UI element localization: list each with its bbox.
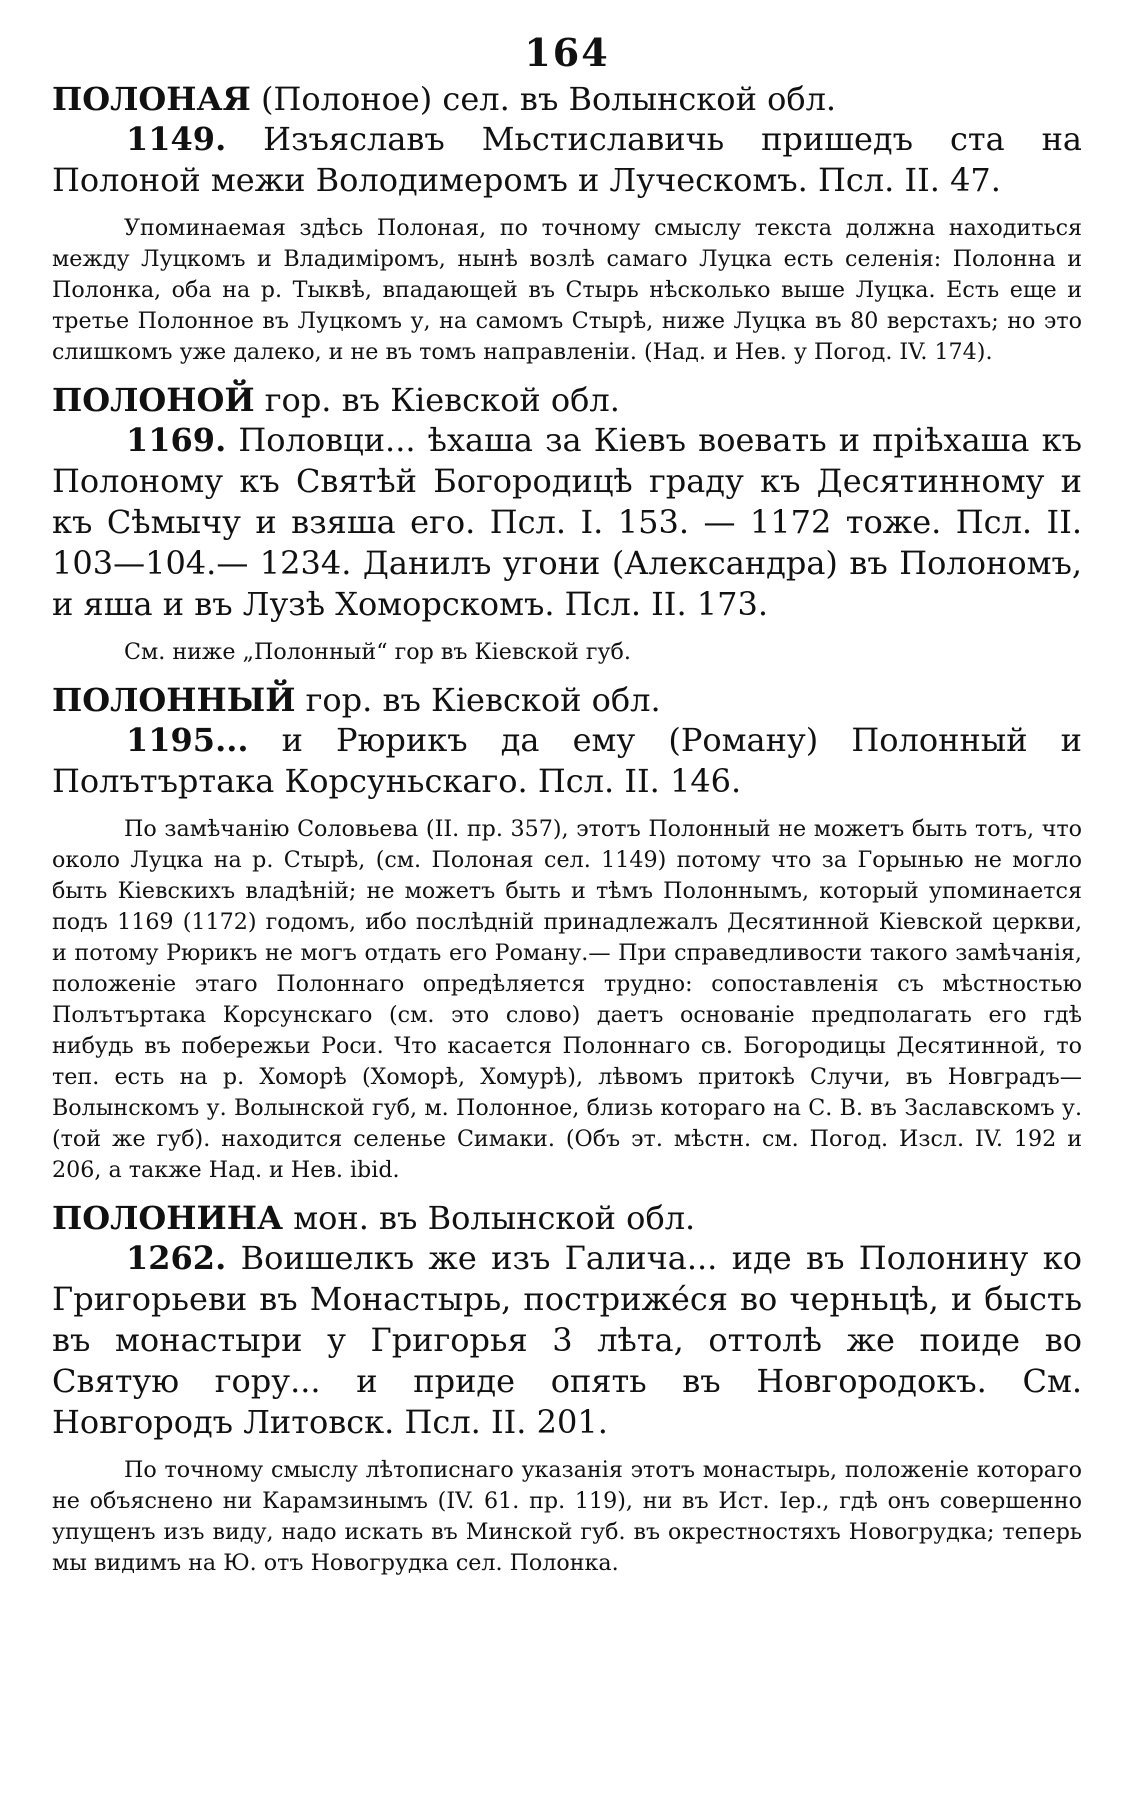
entry-heading bbox=[52, 1198, 1082, 1238]
commentary-note: По точному смыслу лѣтописнаго указанія этотъ монастырь, положеніе котораго не объяснено ни Карамзинымъ (IV. 61. пр. 119), ни въ Ист. Іер., гдѣ онъ совершенно упущенъ изъ виду, надо искать въ Минской губ. въ окрестностяхъ Новогрудка; теперь мы видимъ на Ю. отъ Новогрудка сел. Полонка. bbox=[52, 1457, 1082, 1576]
headword: ПОЛОНОЙ bbox=[52, 381, 255, 419]
entry-polonny bbox=[52, 680, 1082, 1186]
quote-text: Половци... ѣхаша за Кіевъ воевать и пріѣхаша къ Полоному къ Святѣй Богородицѣ граду къ Десятинному и къ Сѣмычу и взяша его. Псл. I. 153. — 1172 тоже. Псл. II. 103—104.— 1234. Данилъ угони (Александра) въ Полономъ, и яша и въ Лузѣ Хоморскомъ. Псл. II. 173. bbox=[52, 421, 1083, 623]
commentary-note: По замѣчанію Соловьева (II. пр. 357), этотъ Полонный не можетъ быть тотъ, что около Луцка на р. Стырѣ, (см. Полоная сел. 1149) потому что за Горынью не могло быть Кіевскихъ владѣній; не можетъ быть и тѣмъ Полоннымъ, который упоминается подъ 1169 (1172) годомъ, ибо послѣдній принадлежалъ Десятинной Кіевской церкви, и потому Рюрикъ не могъ отдать его Роману.— При справедливости такого замѣчанія, положеніе этаго Полоннаго опредѣляется трудно: сопоставленія съ мѣстностью Полътъртака Корсунскаго (см. это слово) даетъ основаніе предполагать его гдѣ нибудь въ побережьи Роси. Что касается Полоннаго св. Богородицы Десятинной, то теп. есть на р. Хоморѣ (Хоморѣ, Хомурѣ), лѣвомъ притокѣ Случи, въ Новградъ—Волынскомъ у. Волынской губ, м. Полонное, близь котораго на С. В. въ Заславскомъ у. (той же губ). находится селенье Симаки. (Объ эт. мѣстн. см. Погод. Изсл. IV. 192 и 206, а также Над. и Нев. ibid. bbox=[52, 816, 1082, 1183]
commentary-note: См. ниже „Полонный“ гор въ Кіевской губ. bbox=[124, 639, 631, 665]
entry-heading bbox=[52, 79, 1082, 119]
headword: ПОЛОНИНА bbox=[52, 1199, 284, 1237]
quote-year: 1149. bbox=[126, 120, 227, 158]
chronicle-quote bbox=[52, 119, 1082, 201]
quote-year: 1262. bbox=[126, 1239, 227, 1277]
entry-heading bbox=[52, 380, 1082, 420]
headword-qualifier: гор. въ Кіевской обл. bbox=[264, 381, 620, 419]
chronicle-quote bbox=[52, 720, 1082, 802]
headword-qualifier: мон. въ Волынской обл. bbox=[293, 1199, 696, 1237]
quote-year: 1195... bbox=[126, 721, 249, 759]
page-number: 164 bbox=[524, 30, 610, 75]
headword-qualifier: гор. въ Кіевской обл. bbox=[305, 681, 661, 719]
quote-year: 1169. bbox=[126, 421, 227, 459]
headword-qualifier: (Полоное) сел. въ Волынской обл. bbox=[260, 80, 837, 118]
entry-polonaya bbox=[52, 79, 1082, 368]
entry-polonoy bbox=[52, 380, 1082, 668]
headword: ПОЛОНАЯ bbox=[52, 80, 251, 118]
quote-text: и Рюрикъ да ему (Роману) Полонный и Полътъртака Корсуньскаго. Псл. II. 146. bbox=[52, 721, 1083, 800]
chronicle-quote bbox=[52, 420, 1082, 625]
quote-text: Воишелкъ же изъ Галича... иде въ Полонину ко Григорьеви въ Монастырь, постриже́ся во черньцѣ, и бысть въ монастыри у Григорья 3 лѣта, оттолѣ же поиде во Святую гору... и приде опять въ Новгородокъ. См. Новгородъ Литовск. Псл. II. 201. bbox=[52, 1239, 1083, 1441]
entry-heading bbox=[52, 680, 1082, 720]
commentary-note: Упоминаемая здѣсь Полоная, по точному смыслу текста должна находиться между Луцкомъ и Владиміромъ, нынѣ возлѣ самаго Луцка есть селенія: Полонна и Полонка, оба на р. Тыквѣ, впадающей въ Стырь нѣсколько выше Луцка. Есть еще и третье Полонное въ Луцкомъ у, на самомъ Стырѣ, ниже Луцка въ 80 верстахъ; но это слишкомъ уже далеко, и не въ томъ направленіи. (Над. и Нев. у Погод. IV. 174). bbox=[52, 215, 1082, 365]
entry-polonina bbox=[52, 1198, 1082, 1579]
chronicle-quote bbox=[52, 1238, 1082, 1443]
headword: ПОЛОННЫЙ bbox=[52, 681, 296, 719]
quote-text: Изъяславъ Мьстиславичь пришедъ ста на Полоной межи Володимеромъ и Луческомъ. Псл. II. 47. bbox=[52, 120, 1083, 199]
